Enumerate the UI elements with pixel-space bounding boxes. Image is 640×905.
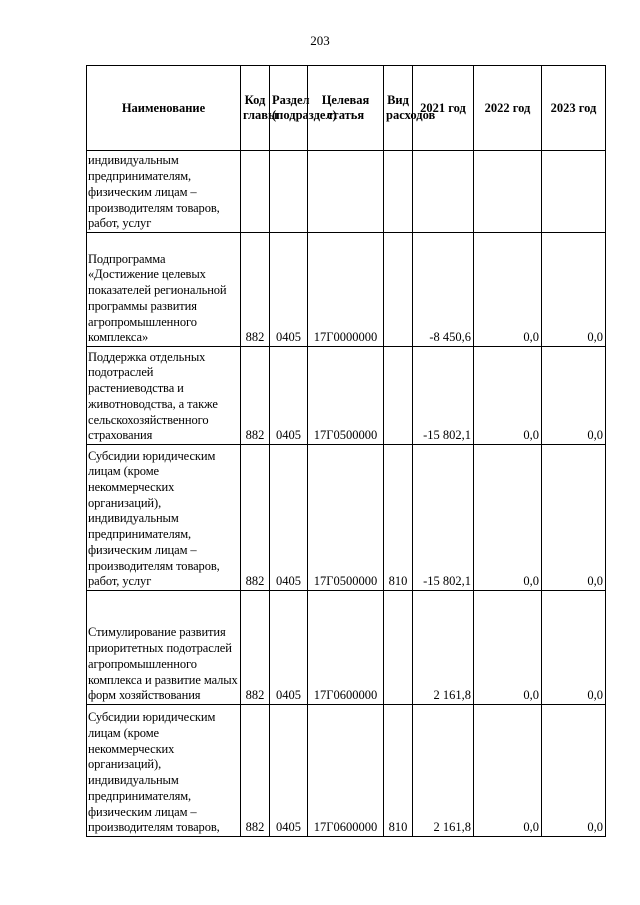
- cell-2021: [413, 151, 474, 233]
- cell-section: 0405: [270, 591, 308, 705]
- header-section: Раздел (подраздел): [270, 66, 308, 151]
- cell-name: индивидуальным предпринимателям, физическим лицам – производителям товаров, работ, услуг: [87, 151, 241, 233]
- header-chapter-code: Код главы: [241, 66, 270, 151]
- header-name: Наименование: [87, 66, 241, 151]
- cell-name: Подпрограмма «Достижение целевых показателей региональной программы развития агропромышленного комплекса»: [87, 233, 241, 347]
- cell-chapter-code: [241, 151, 270, 233]
- header-expense-type: Вид расходов: [384, 66, 413, 151]
- page-number: 203: [310, 33, 330, 48]
- cell-section: 0405: [270, 445, 308, 591]
- cell-section: 0405: [270, 705, 308, 837]
- cell-target-article: 17Г0000000: [308, 233, 384, 347]
- cell-chapter-code: 882: [241, 445, 270, 591]
- header-2022: 2022 год: [474, 66, 542, 151]
- cell-target-article: 17Г0500000: [308, 347, 384, 445]
- table-row: [87, 151, 606, 233]
- cell-2023: 0,0: [542, 347, 606, 445]
- cell-target-article: 17Г0600000: [308, 705, 384, 837]
- table-row: [87, 705, 606, 837]
- budget-table: [86, 65, 606, 837]
- cell-chapter-code: 882: [241, 347, 270, 445]
- cell-2021: 2 161,8: [413, 591, 474, 705]
- cell-expense-type: [384, 591, 413, 705]
- table-row: [87, 445, 606, 591]
- header-2023: 2023 год: [542, 66, 606, 151]
- cell-chapter-code: 882: [241, 233, 270, 347]
- table-row: [87, 233, 606, 347]
- cell-name: Субсидии юридическим лицам (кроме некоммерческих организаций), индивидуальным предпринимателям, физическим лицам – производителям товаров,: [87, 705, 241, 837]
- cell-section: [270, 151, 308, 233]
- cell-2023: [542, 151, 606, 233]
- cell-target-article: 17Г0600000: [308, 591, 384, 705]
- cell-2022: 0,0: [474, 347, 542, 445]
- header-2021: 2021 год: [413, 66, 474, 151]
- table-row: [87, 347, 606, 445]
- cell-2023: 0,0: [542, 705, 606, 837]
- cell-chapter-code: 882: [241, 591, 270, 705]
- cell-2022: 0,0: [474, 591, 542, 705]
- cell-expense-type: 810: [384, 445, 413, 591]
- cell-expense-type: [384, 347, 413, 445]
- cell-section: 0405: [270, 233, 308, 347]
- cell-expense-type: 810: [384, 705, 413, 837]
- cell-chapter-code: 882: [241, 705, 270, 837]
- cell-2021: -15 802,1: [413, 347, 474, 445]
- cell-target-article: 17Г0500000: [308, 445, 384, 591]
- cell-target-article: [308, 151, 384, 233]
- table-header-row: [87, 66, 606, 151]
- cell-name: Стимулирование развития приоритетных подотраслей агропромышленного комплекса и развитие малых форм хозяйствования: [87, 591, 241, 705]
- cell-name: Поддержка отдельных подотраслей растениеводства и животноводства, а также сельскохозяйственного страхования: [87, 347, 241, 445]
- cell-2021: 2 161,8: [413, 705, 474, 837]
- cell-2023: 0,0: [542, 591, 606, 705]
- cell-2022: 0,0: [474, 705, 542, 837]
- cell-2021: -8 450,6: [413, 233, 474, 347]
- cell-2022: 0,0: [474, 445, 542, 591]
- cell-expense-type: [384, 151, 413, 233]
- header-target-article: Целевая статья: [308, 66, 384, 151]
- cell-2022: [474, 151, 542, 233]
- cell-expense-type: [384, 233, 413, 347]
- table-row: [87, 591, 606, 705]
- cell-2021: -15 802,1: [413, 445, 474, 591]
- cell-section: 0405: [270, 347, 308, 445]
- cell-2022: 0,0: [474, 233, 542, 347]
- cell-name: Субсидии юридическим лицам (кроме некоммерческих организаций), индивидуальным предпринимателям, физическим лицам – производителям товаров, работ, услуг: [87, 445, 241, 591]
- cell-2023: 0,0: [542, 233, 606, 347]
- cell-2023: 0,0: [542, 445, 606, 591]
